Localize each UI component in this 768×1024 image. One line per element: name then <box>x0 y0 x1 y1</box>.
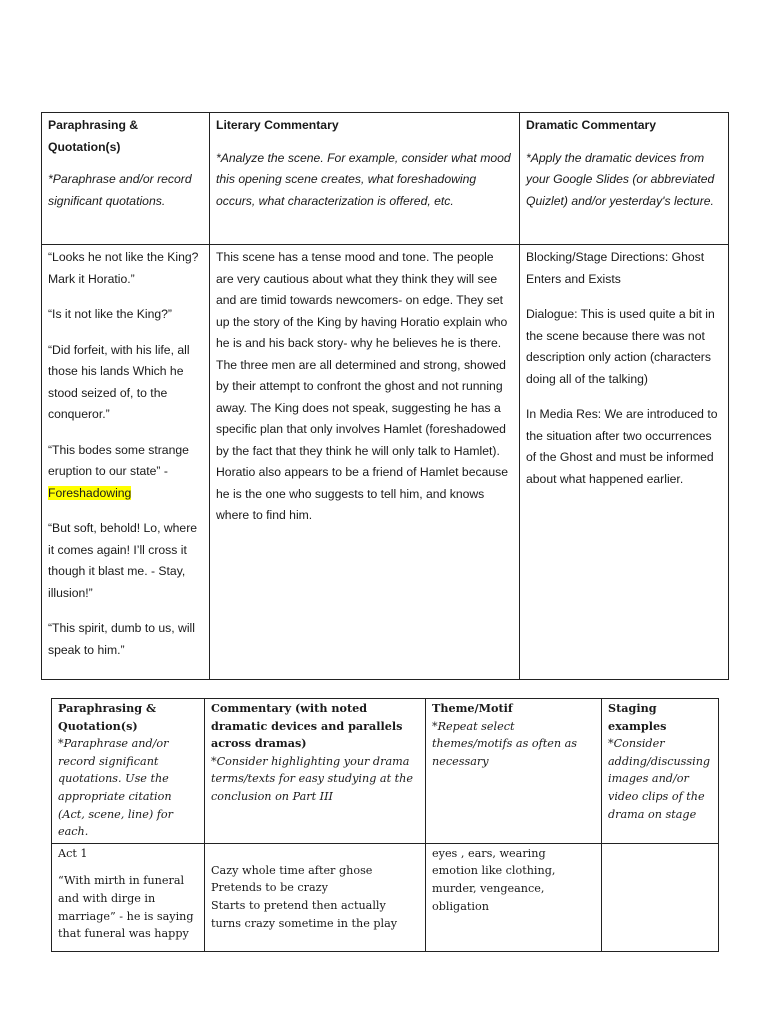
dramatic-in-media-res: In Media Res: We are introduced to the situation after two occurrences of the Ghost and must be informed about what happened earlier. <box>526 407 718 486</box>
header-note: *Paraphrase and/or record significant quotations. <box>48 172 192 208</box>
table2-header-staging <box>602 699 719 844</box>
table1-header-literary <box>210 113 520 245</box>
header-note: *Consider highlighting your drama terms/texts for easy studying at the conclusion on Part III <box>211 754 413 803</box>
quote-4 <box>48 440 203 505</box>
quote-4-text: “This bodes some strange eruption to our state” - <box>48 442 189 478</box>
table2-body-row <box>52 843 719 951</box>
quote-6: “This spirit, dumb to us, will speak to him.” <box>48 621 195 657</box>
header-note: *Analyze the scene. For example, consider what mood this opening scene creates, what foreshadowing occurs, what characterization is offered, etc. <box>216 150 511 208</box>
header-title: Commentary (with noted dramatic devices and parallels across dramas) <box>211 701 403 751</box>
dramatic-dialogue: Dialogue: This is used quite a bit in the scene because there was not description only action (characters doing all of the talking) <box>526 307 715 386</box>
header-title: Staging examples <box>608 701 667 733</box>
commentary-line-3: Starts to pretend then actually turns crazy sometime in the play <box>211 898 398 930</box>
commentary-table-1 <box>41 112 729 680</box>
header-title: Literary Commentary <box>216 118 339 132</box>
quote-3: “Did forfeit, with his life, all those his lands Which he stood seized of, to the conqueror.” <box>48 342 190 421</box>
act-label: Act 1 <box>58 846 88 860</box>
act-quote-cell <box>52 843 205 951</box>
foreshadowing-highlight: Foreshadowing <box>48 485 132 500</box>
quote-5: “But soft, behold! Lo, where it comes again! I’ll cross it though it blast me. - Stay, illusion!” <box>48 521 198 600</box>
table2-header-paraphrasing <box>52 699 205 844</box>
header-note: *Consider adding/discussing images and/or video clips of the drama on stage <box>608 737 711 821</box>
table1-header-dramatic <box>520 113 729 245</box>
header-title: Theme/Motif <box>432 701 513 715</box>
header-title: Paraphrasing & Quotation(s) <box>48 118 139 154</box>
quote-2: “Is it not like the King?” <box>48 307 172 321</box>
dramatic-commentary-cell <box>520 245 729 680</box>
theme-cell <box>426 843 602 951</box>
staging-cell <box>602 843 719 951</box>
table2-header-commentary <box>205 699 426 844</box>
header-note: *Paraphrase and/or record significant quotations. Use the appropriate citation (Act, scene, line) for each. <box>58 737 174 839</box>
header-note: *Repeat select themes/motifs as often as necessary <box>432 719 578 768</box>
quotations-cell <box>42 245 210 680</box>
table1-header-paraphrasing <box>42 113 210 245</box>
commentary-line-1: Cazy whole time after ghose <box>211 863 373 877</box>
literary-commentary-cell <box>210 245 520 680</box>
quote-text: “With mirth in funeral and with dirge in marriage” - he is saying that funeral was happy <box>58 874 194 941</box>
literary-commentary-text: This scene has a tense mood and tone. The people are very cautious about what they think they will see and are timid towards newcomers- on edge. They set up the story of the King by having Horatio explain who he is and his back story- why he believes he is there. The three men are all determined and strong, showed by their attempt to confront the ghost and not running away. The King does not speak, suggesting he has a specific plan that only involves Hamlet (foreshadowed by the fact that they think he will only talk to Hamlet). Horatio also appears to be a friend of Hamlet because he is the one who suggests to tell him, and knows where to find him. <box>216 250 508 522</box>
commentary-cell <box>205 843 426 951</box>
header-title: Dramatic Commentary <box>526 118 657 132</box>
dramatic-blocking: Blocking/Stage Directions: Ghost Enters and Exists <box>526 250 705 286</box>
header-title: Paraphrasing & Quotation(s) <box>58 701 157 733</box>
header-note: *Apply the dramatic devices from your Google Slides (or abbreviated Quizlet) and/or yesterday's lecture. <box>526 150 715 208</box>
commentary-line-2: Pretends to be crazy <box>211 881 328 895</box>
table2-header-row <box>52 699 719 844</box>
commentary-table-2 <box>51 698 719 952</box>
theme-text: eyes , ears, wearing emotion like clothing, murder, vengeance, obligation <box>432 846 556 913</box>
table1-body-row <box>42 245 729 680</box>
quote-1: “Looks he not like the King? Mark it Horatio.” <box>48 250 199 286</box>
table1-header-row <box>42 113 729 245</box>
table2-header-theme <box>426 699 602 844</box>
